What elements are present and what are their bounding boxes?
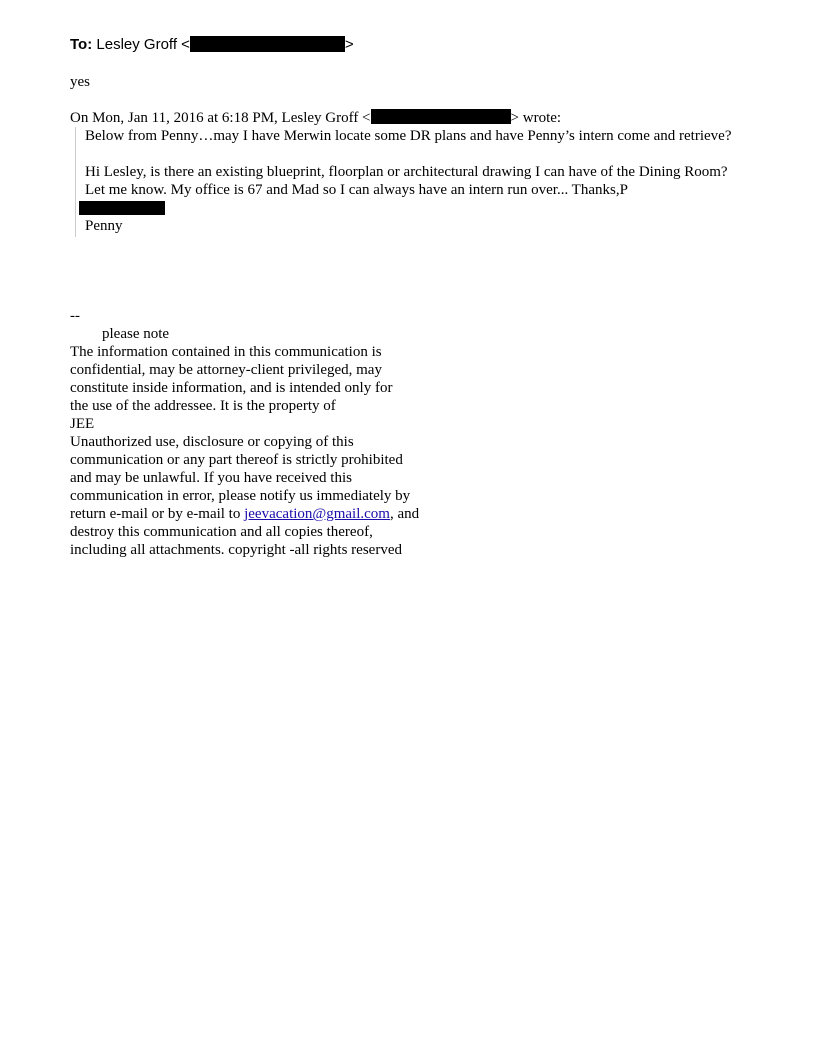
quote-header-suffix: > wrote:: [510, 110, 562, 126]
email-link[interactable]: jeevacation@gmail.com: [244, 506, 390, 522]
signature-dashes: --: [70, 308, 80, 324]
redacted-email-block: [371, 109, 511, 124]
disclaimer-line: constitute inside information, and is intended only for: [70, 380, 393, 396]
to-line: [70, 36, 354, 54]
disclaimer-line: confidential, may be attorney-client privileged, may: [70, 362, 382, 378]
quote-header: [70, 109, 561, 127]
disclaimer-email-line: [70, 505, 470, 523]
email-line-suffix: , and: [389, 506, 420, 522]
quoted-message: [75, 127, 735, 237]
disclaimer-line: communication in error, please notify us immediately by: [70, 488, 411, 504]
redacted-block: [79, 201, 165, 215]
signature-note: please note: [102, 326, 170, 342]
quote-paragraph-2: Hi Lesley, is there an existing blueprint, floorplan or architectural drawing I can have of the Dining Room? Let me know. My office is 67 and Mad so I can always have an intern run over... Thanks,P: [85, 164, 728, 198]
reply-text: yes: [70, 74, 90, 90]
disclaimer-line: The information contained in this communication is: [70, 344, 382, 360]
disclaimer-line: including all attachments. copyright -all rights reserved: [70, 542, 402, 558]
disclaimer-line: JEE: [70, 416, 95, 432]
disclaimer-line: the use of the addressee. It is the property of: [70, 398, 336, 414]
quote-header-prefix: On Mon, Jan 11, 2016 at 6:18 PM, Lesley Groff <: [70, 110, 371, 126]
redacted-email-block: [190, 36, 345, 52]
email-signature: [70, 307, 470, 559]
to-name: Lesley Groff <: [96, 36, 190, 53]
to-close: >: [344, 36, 354, 53]
email-line-prefix: return e-mail or by e-mail to: [70, 506, 245, 522]
disclaimer-line: Unauthorized use, disclosure or copying of this: [70, 434, 354, 450]
disclaimer-line: and may be unlawful. If you have received this: [70, 470, 352, 486]
to-label: To:: [70, 36, 93, 53]
disclaimer-line: destroy this communication and all copies thereof,: [70, 524, 373, 540]
quote-signoff: Penny: [85, 218, 123, 234]
quote-paragraph-1: Below from Penny…may I have Merwin locate some DR plans and have Penny’s intern come and retrieve?: [85, 128, 732, 144]
disclaimer-line: communication or any part thereof is strictly prohibited: [70, 452, 403, 468]
